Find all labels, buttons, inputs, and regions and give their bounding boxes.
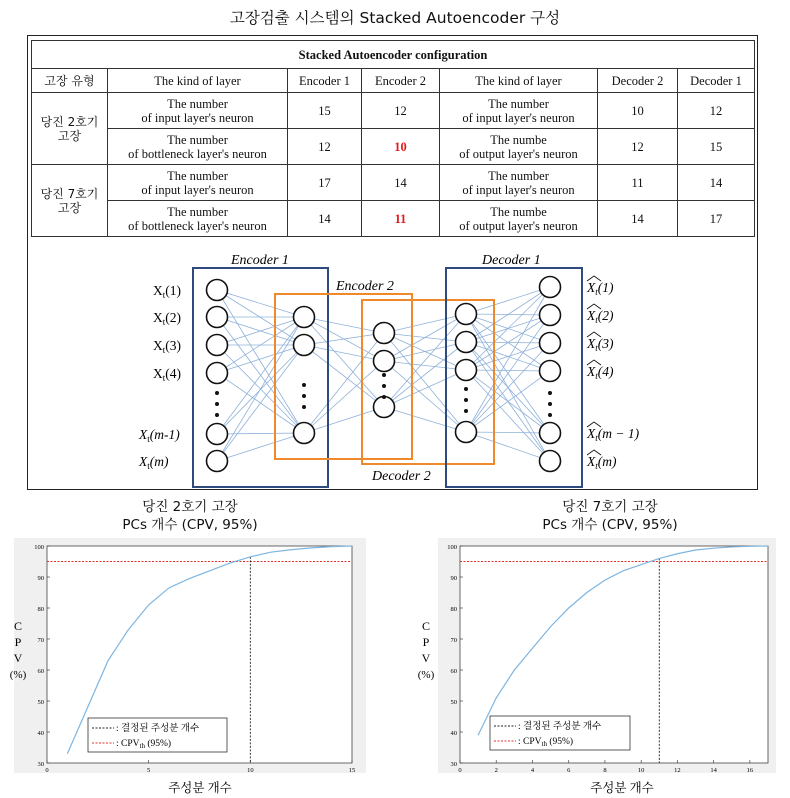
neuron-node	[374, 397, 395, 418]
output-label	[586, 304, 614, 325]
x-tick-label: 14	[710, 767, 717, 774]
page-title: 고장검출 시스템의 Stacked Autoencoder 구성	[229, 9, 561, 27]
dec-layer-line1: The numbe	[490, 204, 547, 219]
encoder2-label: Encoder 2	[336, 279, 394, 294]
neuron-node	[294, 423, 315, 444]
input-labels	[138, 283, 181, 471]
input-label: $X_t(m)$	[139, 454, 169, 471]
x-tick-label: 12	[674, 767, 681, 774]
legend-threshold-label: : $CPV_{th}$ (95%)	[116, 739, 172, 750]
input-label: $X_t(m-1)$	[139, 427, 180, 444]
dec-layer-line2: of output layer's neuron	[459, 146, 578, 161]
dec2-value: 10	[598, 93, 678, 129]
enc-layer-line2: of bottleneck layer's neuron	[128, 146, 267, 161]
dec-layer-line1: The number	[488, 168, 549, 183]
ellipsis-dot	[464, 409, 468, 413]
x-tick-label: 16	[746, 767, 754, 774]
y-tick-label: 30	[450, 761, 457, 768]
ylabel-v: V	[13, 651, 23, 665]
y-tick-label: 90	[37, 575, 44, 582]
ylabel-c: C	[421, 619, 431, 633]
ylabel-pct: (%)	[417, 669, 435, 681]
dec-layer-line2: of input layer's neuron	[462, 110, 575, 125]
enc-layer-line1: The number	[167, 204, 228, 219]
y-tick-label: 80	[37, 606, 44, 613]
ellipsis-dot	[215, 391, 219, 395]
neuron-node	[456, 332, 477, 353]
y-tick-label: 40	[450, 730, 457, 737]
enc1-value: 15	[288, 93, 362, 129]
neuron-node	[207, 335, 228, 356]
header-enc-layer-kind: The kind of layer	[108, 69, 288, 93]
edge	[384, 361, 466, 432]
chart2-caption-line1: 당진 7호기 고장	[562, 499, 658, 515]
neuron-node	[374, 323, 395, 344]
ylabel-p: P	[14, 635, 22, 649]
neuron-node	[456, 360, 477, 381]
edge	[217, 317, 304, 461]
output-label	[586, 450, 617, 471]
dec-layer-line2: of output layer's neuron	[459, 218, 578, 233]
fault-suffix: 고장	[57, 200, 82, 215]
svg-text:Xt(m): $X_t(m)$	[587, 454, 617, 471]
ellipsis-dot	[302, 394, 306, 398]
edge	[466, 432, 550, 461]
edge	[384, 314, 466, 361]
ellipsis-dot	[548, 413, 552, 417]
enc2-value: 14	[362, 165, 440, 201]
enc2-bottleneck-value: 10	[362, 129, 440, 165]
legend-threshold-label: : $CPV_{th}$ (95%)	[518, 737, 574, 748]
edge	[304, 333, 384, 433]
ylabel-v: V	[421, 651, 431, 665]
y-tick-label: 50	[450, 699, 457, 706]
svg-text:Xt(1): $X_t(1)$	[587, 280, 614, 297]
neuron-node	[540, 361, 561, 382]
fault-suffix: 고장	[57, 128, 82, 143]
ylabel-c: C	[13, 619, 23, 633]
edge	[466, 432, 550, 433]
x-tick-label: 8	[603, 767, 607, 774]
chart1-xlabel: 주성분 개수	[168, 781, 232, 795]
dec-layer-line2: of input layer's neuron	[462, 182, 575, 197]
dec-layer-line1: The numbe	[490, 132, 547, 147]
y-tick-label: 30	[37, 761, 44, 768]
ellipsis-dot	[548, 391, 552, 395]
edge	[384, 361, 466, 370]
ellipsis-dot	[382, 384, 386, 388]
chart1	[0, 538, 380, 798]
edge	[217, 345, 304, 373]
input-label: $X_t(3)$	[153, 338, 182, 355]
edge	[217, 345, 304, 461]
input-label: $X_t(4)$	[153, 366, 182, 383]
header-dec-layer-kind: The kind of layer	[440, 69, 598, 93]
dec-layer-line1: The number	[488, 96, 549, 111]
input-label: $X_t(2)$	[153, 310, 182, 327]
header-decoder2: Decoder 2	[598, 69, 678, 93]
output-label	[586, 360, 614, 381]
chart2-xlabel: 주성분 개수	[590, 781, 654, 795]
edge	[304, 333, 384, 345]
enc-layer-line1: The number	[167, 96, 228, 111]
edge	[466, 370, 550, 371]
x-tick-label: 15	[348, 767, 356, 774]
neuron-node	[207, 363, 228, 384]
enc-layer-line1: The number	[167, 132, 228, 147]
dec1-value: 15	[678, 129, 755, 165]
neuron-node	[207, 280, 228, 301]
dec2-value: 12	[598, 129, 678, 165]
decoder2-label: Decoder 2	[372, 469, 431, 484]
edge	[217, 290, 304, 433]
ellipsis-dot	[302, 383, 306, 387]
ellipsis-dot	[302, 405, 306, 409]
enc1-value: 17	[288, 165, 362, 201]
legend-selected-label: : 결정된 주성분 개수	[518, 722, 602, 732]
y-tick-label: 60	[450, 668, 457, 675]
chart1-legend	[88, 718, 227, 752]
edge	[466, 315, 550, 432]
enc2-value: 12	[362, 93, 440, 129]
x-tick-label: 0	[458, 767, 462, 774]
edge	[384, 370, 466, 407]
header-decoder1: Decoder 1	[678, 69, 755, 93]
ylabel-pct: (%)	[9, 669, 27, 681]
neuron-node	[207, 451, 228, 472]
dec2-value: 11	[598, 165, 678, 201]
y-tick-label: 90	[450, 575, 457, 582]
legend-selected-label: : 결정된 주성분 개수	[116, 724, 200, 734]
svg-text:Xt(m − 1): $X_t(m - 1)$	[587, 426, 640, 443]
output-label	[586, 332, 614, 353]
edge	[217, 433, 304, 434]
decoder1-label: Decoder 1	[482, 253, 541, 268]
svg-text:Xt(2): $X_t(2)$	[587, 308, 614, 325]
svg-text:Xt(3): $X_t(3)$	[587, 336, 614, 353]
edge	[304, 407, 384, 433]
ellipsis-dot	[215, 413, 219, 417]
dec2-value: 14	[598, 201, 678, 237]
neuron-node	[207, 424, 228, 445]
chart2-ylabel	[418, 619, 435, 681]
y-tick-label: 100	[34, 544, 44, 551]
dec1-value: 14	[678, 165, 755, 201]
fault-name: 당진 2호기	[40, 114, 99, 129]
x-tick-label: 10	[247, 767, 254, 774]
y-tick-label: 70	[450, 637, 457, 644]
ellipsis-dot	[382, 373, 386, 377]
enc2-bottleneck-value: 11	[362, 201, 440, 237]
y-tick-label: 40	[37, 730, 44, 737]
enc-layer-line2: of bottleneck layer's neuron	[128, 218, 267, 233]
x-tick-label: 10	[637, 767, 645, 774]
edge	[384, 333, 466, 432]
chart1-caption-line1: 당진 2호기 고장	[142, 499, 238, 515]
edge	[217, 290, 304, 345]
x-tick-label: 0	[45, 767, 49, 774]
enc-layer-line2: of input layer's neuron	[141, 182, 254, 197]
neuron-node	[540, 277, 561, 298]
chart2-caption	[480, 498, 740, 534]
edge	[304, 361, 384, 433]
x-tick-label: 6	[567, 767, 571, 774]
table-caption: Stacked Autoencoder configuration	[32, 41, 755, 69]
x-tick-label: 2	[494, 767, 498, 774]
enc1-value: 14	[288, 201, 362, 237]
x-tick-label: 5	[147, 767, 151, 774]
enc-layer-line1: The number	[167, 168, 228, 183]
neuron-node	[294, 335, 315, 356]
neuron-node	[540, 333, 561, 354]
edge	[217, 433, 304, 461]
y-tick-label: 60	[37, 668, 44, 675]
header-encoder1: Encoder 1	[288, 69, 362, 93]
header-fault-type: 고장 유형	[32, 69, 108, 93]
ellipsis-dot	[382, 395, 386, 399]
ellipsis-dot	[548, 402, 552, 406]
neuron-node	[374, 351, 395, 372]
ellipsis-dot	[215, 402, 219, 406]
output-label	[586, 422, 640, 443]
edge	[384, 314, 466, 333]
input-label: $X_t(1)$	[153, 283, 182, 300]
chart1-caption	[60, 498, 320, 534]
output-label	[586, 276, 614, 297]
y-tick-label: 70	[37, 637, 44, 644]
dec1-value: 12	[678, 93, 755, 129]
chart2-legend	[490, 716, 630, 750]
y-tick-label: 80	[450, 606, 457, 613]
neuron-node	[540, 451, 561, 472]
neuron-node	[540, 305, 561, 326]
y-tick-label: 100	[447, 544, 457, 551]
neuron-node	[456, 422, 477, 443]
neuron-node	[207, 307, 228, 328]
edge	[384, 407, 466, 432]
edge	[384, 314, 466, 407]
ellipsis-dot	[464, 398, 468, 402]
dec1-value: 17	[678, 201, 755, 237]
neuron-node	[456, 304, 477, 325]
neuron-node	[294, 307, 315, 328]
chart1-caption-line2: PCs 개수 (CPV, 95%)	[122, 517, 258, 533]
fault-name: 당진 7호기	[40, 186, 99, 201]
svg-text:Xt(4): $X_t(4)$	[587, 364, 614, 381]
chart2-caption-line2: PCs 개수 (CPV, 95%)	[542, 517, 678, 533]
encoder1-label: Encoder 1	[231, 253, 289, 268]
y-tick-label: 50	[37, 699, 44, 706]
enc-layer-line2: of input layer's neuron	[141, 110, 254, 125]
x-tick-label: 4	[530, 767, 535, 774]
output-labels	[586, 276, 640, 471]
edge	[466, 371, 550, 432]
chart2	[410, 538, 790, 798]
enc1-value: 12	[288, 129, 362, 165]
ylabel-p: P	[422, 635, 430, 649]
neuron-node	[540, 423, 561, 444]
ellipsis-dot	[464, 387, 468, 391]
header-encoder2: Encoder 2	[362, 69, 440, 93]
